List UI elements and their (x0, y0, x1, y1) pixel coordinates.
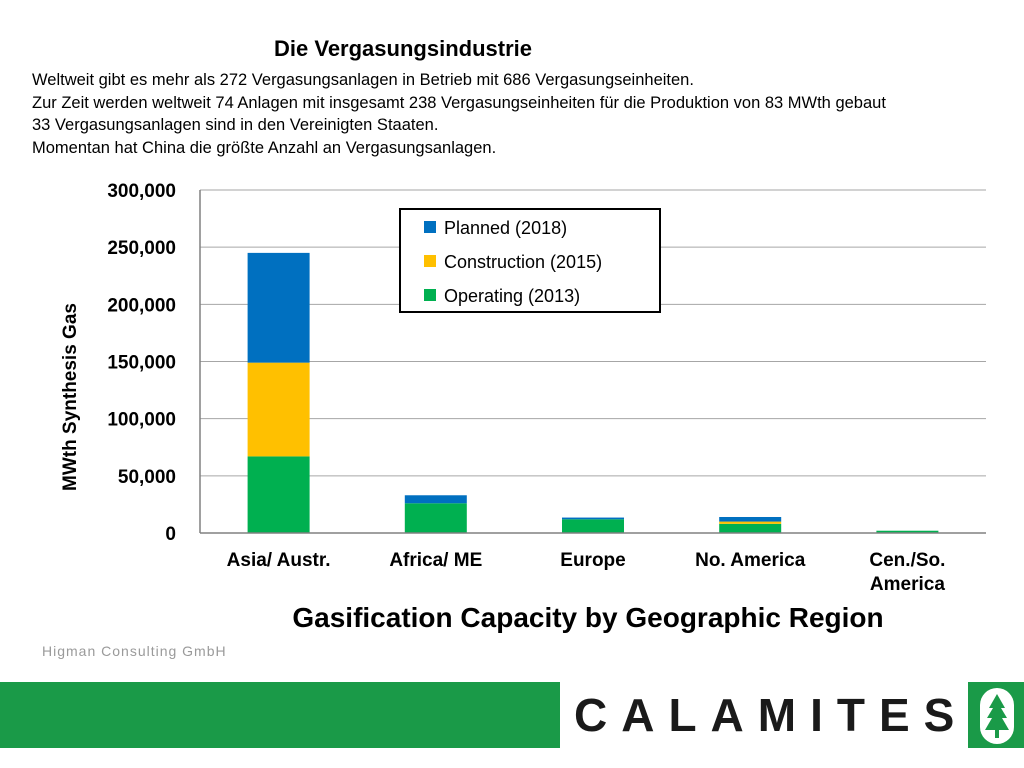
slide-title: Die Vergasungsindustrie (274, 36, 532, 61)
y-axis-title: MWth Synthesis Gas (60, 303, 81, 491)
bar-segment (405, 503, 467, 533)
bar-segment (562, 519, 624, 533)
brand-logo-text: CALAMITES (574, 689, 969, 741)
bar-segment (405, 495, 467, 503)
x-tick-label: No. America (695, 550, 806, 571)
chart-legend (400, 209, 660, 312)
text-line-1: Weltweit gibt es mehr als 272 Vergasungsanlagen in Betrieb mit 686 Vergasungseinheiten. (32, 71, 694, 89)
bar-segment (562, 518, 624, 520)
legend-swatch (424, 289, 436, 301)
bar-segment (719, 517, 781, 522)
bar-segment (248, 253, 310, 363)
watermark-text: Higman Consulting GmbH (42, 643, 227, 659)
bar-segment (248, 456, 310, 533)
y-tick-label: 300,000 (107, 181, 176, 202)
legend-label: Operating (2013) (444, 286, 581, 306)
bar-segment (719, 522, 781, 524)
y-tick-label: 0 (165, 524, 176, 545)
tree-logo-icon (972, 682, 1024, 748)
bar-segment (719, 524, 781, 533)
x-tick-label: Africa/ ME (389, 550, 483, 571)
x-tick-label: Cen./So. (869, 550, 946, 571)
x-tick-label: America (869, 574, 945, 595)
legend-label: Construction (2015) (444, 252, 603, 272)
x-tick-label: Europe (560, 550, 626, 571)
bar-segment (248, 363, 310, 457)
chart-title: Gasification Capacity by Geographic Region (292, 602, 884, 633)
text-line-3: 33 Vergasungsanlagen sind in den Vereinigten Staaten. (32, 116, 439, 134)
y-tick-label: 200,000 (107, 295, 176, 317)
x-tick-label: Asia/ Austr. (226, 550, 331, 571)
legend-swatch (424, 255, 436, 267)
legend-label: Planned (2018) (444, 218, 568, 238)
y-tick-label: 250,000 (107, 238, 176, 260)
y-tick-label: 100,000 (107, 409, 176, 431)
y-tick-label: 150,000 (107, 352, 176, 374)
text-line-2: Zur Zeit werden weltweit 74 Anlagen mit insgesamt 238 Vergasungseinheiten für die Produktion von 83 MWth gebaut (32, 93, 886, 112)
y-tick-label: 50,000 (117, 466, 176, 488)
text-line-4: Momentan hat China die größte Anzahl an Vergasungsanlagen. (32, 138, 497, 157)
legend-swatch (424, 221, 436, 233)
